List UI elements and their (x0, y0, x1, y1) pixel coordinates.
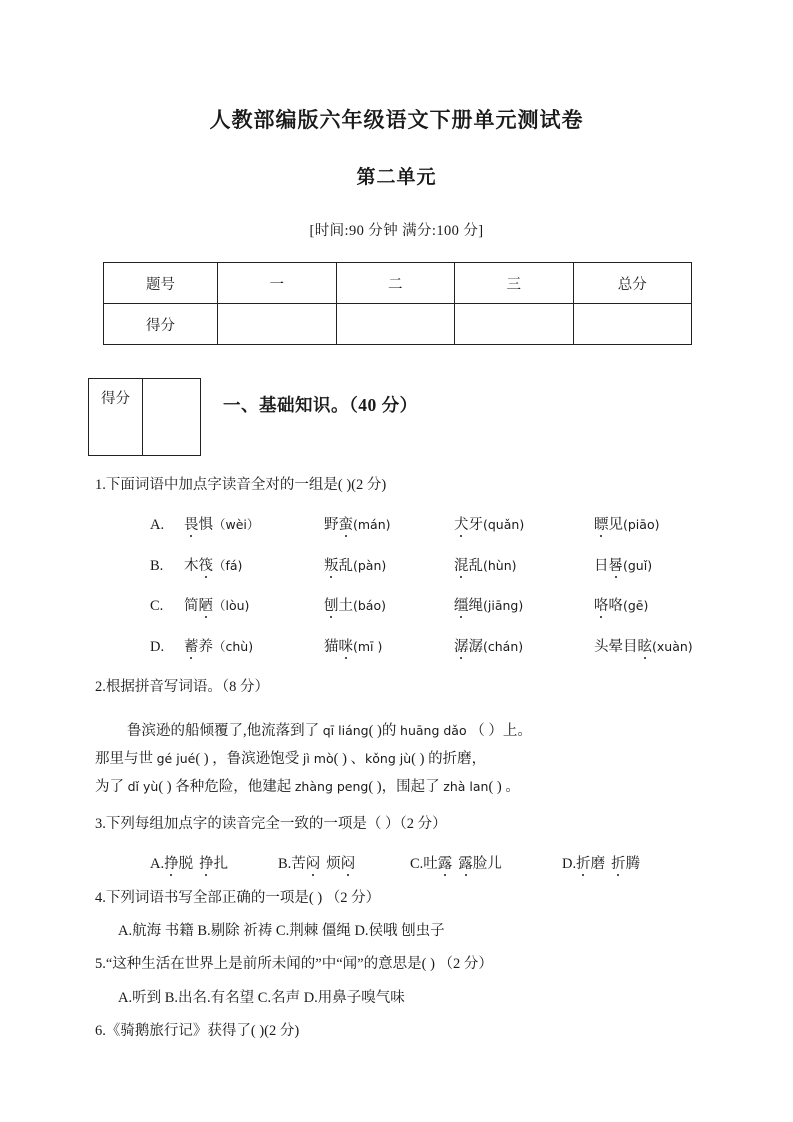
passage-text: 那里与世 (95, 751, 157, 768)
passage-line (95, 773, 698, 801)
table-cell: 三 (455, 263, 574, 304)
score-table-wrapper (103, 262, 692, 345)
table-cell: 一 (218, 263, 337, 304)
pinyin-prompt: qī liáng (322, 722, 369, 738)
table-row (104, 304, 692, 345)
score-entry-cell[interactable] (336, 304, 455, 345)
word-text: 日 (594, 557, 609, 574)
dotted-character: 露 (437, 856, 453, 873)
option-letter: D. (150, 638, 165, 655)
option-letter: B. (150, 557, 164, 574)
option-word (454, 595, 594, 617)
pinyin-annotation: （lòu) (213, 598, 250, 614)
passage-text: ( ) 各种危险，他建起 (158, 779, 295, 796)
pinyin-annotation: (chán) (483, 638, 524, 654)
passage-text: ( ) ，鲁滨逊饱受 (195, 751, 303, 768)
question-1 (0, 456, 793, 658)
pinyin-annotation: (mī ) (353, 638, 383, 654)
pinyin-annotation: (quǎn) (483, 517, 525, 533)
option-word (594, 555, 652, 577)
pinyin-prompt: dǐ yù (127, 779, 159, 795)
word-text: 惧 (198, 517, 213, 534)
page-title: 人教部编版六年级语文下册单元测试卷 (209, 108, 584, 132)
word-text: 木 (184, 557, 199, 574)
dotted-character: 蛮 (338, 517, 353, 534)
pinyin-prompt: kǒng jù (365, 751, 412, 767)
score-entry-cell[interactable] (455, 304, 574, 345)
row-label: 得分 (104, 304, 218, 345)
dotted-character: 挣 (164, 856, 179, 873)
option-letter: A. (150, 517, 165, 534)
word-text: 野 (324, 517, 339, 534)
option-word (324, 514, 454, 536)
option-item[interactable] (410, 853, 562, 875)
word-text: 扎 (213, 856, 229, 873)
dotted-character: 畏 (184, 517, 199, 534)
option-item[interactable] (278, 853, 410, 875)
pinyin-prompt: gé jué (156, 751, 196, 767)
option-row-group[interactable] (150, 835, 793, 875)
table-cell: 二 (336, 263, 455, 304)
option-word (184, 555, 324, 577)
option-item[interactable] (150, 853, 278, 875)
pinyin-annotation: (gē) (623, 598, 649, 614)
question-stem: 5.“这种生活在世界上是前所未闻的”中“闻”的意思是( ) （2 分） (95, 956, 493, 973)
option-word (454, 636, 594, 658)
question-stem: 2.根据拼音写词语。（8 分） (95, 679, 269, 696)
word-text: 潺 (468, 638, 483, 655)
dotted-character: 刨 (324, 598, 339, 615)
option-word (454, 514, 594, 536)
passage-text: （ ）上。 (466, 722, 532, 739)
dotted-character: 咯 (594, 598, 609, 615)
score-table (103, 262, 692, 345)
word-text: 咯 (608, 598, 623, 615)
pinyin-annotation: (jiāng) (483, 598, 524, 614)
dotted-character: 闷 (340, 856, 356, 873)
option-letter: C. (150, 598, 164, 615)
option-word (594, 595, 648, 617)
pinyin-annotation: (pàn) (353, 557, 387, 573)
option-list[interactable]: A.听到 B.出名.有名望 C.名声 D.用鼻子嗅气味 (118, 989, 405, 1006)
question-5 (0, 942, 793, 1009)
question-stem: 1.下面词语中加点字读音全对的一组是( )(2 分) (95, 477, 387, 493)
dotted-character: 陋 (198, 598, 213, 615)
question-2 (0, 658, 793, 801)
option-word (611, 853, 640, 875)
pinyin-annotation: （fá) (213, 557, 243, 573)
question-stem: 3.下列每组加点字的读音完全一致的一项是（ ）（2 分） (95, 815, 447, 832)
dotted-character: 蓄 (184, 638, 199, 655)
word-text: 腾 (625, 856, 641, 873)
dotted-character: 晷 (608, 557, 623, 574)
word-text: 吐 (423, 856, 438, 873)
option-list[interactable]: A.航海 书籍 B.剔除 祈祷 C.荆棘 僵绳 D.侯哦 刨虫子 (118, 923, 445, 940)
dotted-character: 折 (576, 856, 591, 873)
passage-text: ( )，围起了 (368, 779, 444, 796)
score-entry-cell[interactable] (218, 304, 337, 345)
option-word (458, 853, 502, 875)
pinyin-prompt: jì mò (302, 751, 334, 767)
option-letter: A. (150, 856, 165, 873)
dotted-character: 瞟 (594, 517, 609, 534)
passage-text: 为了 (95, 779, 128, 796)
dotted-character: 闷 (305, 856, 321, 873)
section-header (88, 378, 793, 456)
section-title: 一、基础知识。（40 分） (223, 395, 418, 415)
passage-line (95, 745, 698, 773)
question-stem: 4.下列词语书写全部正确的一项是( ) （2 分） (95, 889, 381, 906)
pinyin-annotation: (báo) (353, 598, 386, 614)
option-word (423, 853, 452, 875)
word-text: 脱 (178, 856, 194, 873)
table-cell: 总分 (573, 263, 692, 304)
dotted-character: 挣 (199, 856, 214, 873)
dotted-character: 筏 (198, 557, 213, 574)
pinyin-prompt: zhà lan (443, 779, 489, 795)
passage-line (95, 717, 698, 745)
question-stem: 6.《骑鹅旅行记》获得了( )(2 分) (95, 1023, 300, 1040)
option-word (324, 595, 454, 617)
option-word (594, 636, 693, 658)
word-text: 乱 (338, 557, 353, 574)
option-word (184, 595, 324, 617)
passage-text: ( ) 的折磨， (411, 751, 487, 768)
table-row (104, 263, 692, 304)
word-text: 养 (198, 638, 213, 655)
pinyin-annotation: (mán) (353, 517, 391, 533)
option-word (324, 555, 454, 577)
word-text: 乱 (468, 557, 483, 574)
option-letter: B. (278, 856, 292, 873)
word-text: 牙 (468, 517, 483, 534)
passage-text: ( ) 、 (333, 751, 366, 768)
pinyin-annotation: (guǐ) (623, 557, 653, 573)
score-entry-cell[interactable] (573, 304, 692, 345)
pinyin-annotation: (xuàn) (652, 638, 693, 654)
word-text: 烦 (326, 856, 341, 873)
option-word (199, 853, 228, 875)
word-text: 简 (184, 598, 199, 615)
question-4 (0, 876, 793, 943)
option-word (326, 853, 355, 875)
word-text: 磨 (590, 856, 606, 873)
option-letter: D. (562, 856, 577, 873)
score-box (88, 378, 201, 456)
pinyin-prompt: zhàng peng (294, 779, 369, 795)
dotted-character: 叛 (324, 557, 339, 574)
dotted-character: 缰 (454, 598, 469, 615)
option-word (291, 853, 320, 875)
word-text: 猫 (324, 638, 339, 655)
passage-text: ( )的 (368, 722, 401, 739)
question-6 (0, 1009, 793, 1042)
word-text: 脸儿 (472, 856, 502, 873)
dotted-character: 混 (454, 557, 469, 574)
word-text: 见 (608, 517, 623, 534)
dotted-character: 折 (611, 856, 626, 873)
pinyin-annotation: （wèi） (213, 517, 260, 533)
option-word (164, 853, 193, 875)
question-3 (0, 802, 793, 876)
exam-meta: [时间:90 分钟 满分:100 分] (309, 223, 484, 239)
passage-text: ( ) 。 (488, 779, 520, 796)
pinyin-passage[interactable] (95, 699, 698, 802)
option-row[interactable] (150, 577, 793, 617)
option-word (324, 636, 454, 658)
option-word (594, 514, 659, 536)
word-text: 绳 (468, 598, 483, 615)
word-text: 土 (338, 598, 353, 615)
pinyin-prompt: huāng dǎo (400, 722, 467, 738)
dotted-character: 咪 (338, 638, 353, 655)
dotted-character: 眩 (637, 638, 652, 655)
page-subtitle: 第二单元 (356, 167, 437, 188)
option-word (184, 514, 324, 536)
dotted-character: 潺 (454, 638, 469, 655)
score-box-label: 得分 (89, 379, 143, 455)
dotted-character: 露 (458, 856, 473, 873)
option-letter: C. (410, 856, 424, 873)
option-word (184, 636, 324, 658)
score-box-input[interactable] (143, 379, 200, 455)
passage-text: 鲁滨逊的船倾覆了,他流落到了 (127, 722, 323, 739)
pinyin-annotation: （chù) (213, 638, 254, 654)
option-word (454, 555, 594, 577)
row-label: 题号 (104, 263, 218, 304)
option-item[interactable] (562, 853, 640, 875)
word-text: 苦 (291, 856, 306, 873)
option-row[interactable] (150, 496, 793, 536)
pinyin-annotation: (hùn) (483, 557, 517, 573)
score-table-body (104, 263, 692, 345)
option-row[interactable] (150, 537, 793, 577)
pinyin-annotation: (piāo) (623, 517, 660, 533)
word-text: 头晕目 (594, 638, 638, 655)
option-row[interactable] (150, 618, 793, 658)
dotted-character: 犬 (454, 517, 469, 534)
option-word (576, 853, 605, 875)
